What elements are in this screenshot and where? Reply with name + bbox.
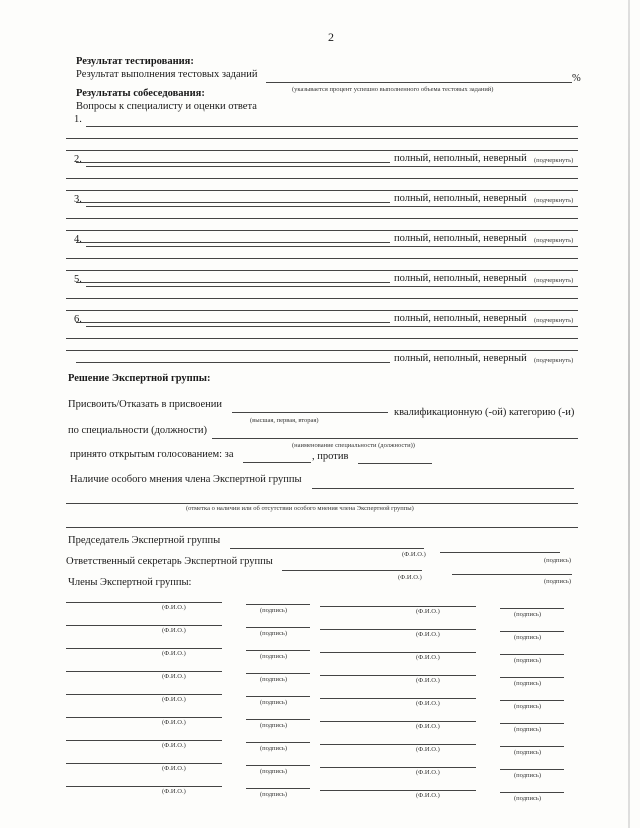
member-fio-hint: (Ф.И.О.) (162, 696, 186, 703)
question-extra-line[interactable] (76, 322, 390, 323)
member-sign-line[interactable] (500, 746, 564, 747)
member-fio-line[interactable] (320, 629, 476, 630)
grade-hint: (подчеркнуть) (534, 157, 574, 164)
question-answer-line[interactable] (86, 326, 578, 327)
member-fio-line[interactable] (320, 675, 476, 676)
question-extra-line[interactable] (76, 162, 390, 163)
category-line[interactable] (232, 412, 388, 413)
assign-label: Присвоить/Отказать в присвоении (68, 399, 222, 410)
member-sign-line[interactable] (500, 608, 564, 609)
question-answer-line[interactable] (66, 218, 578, 219)
interview-subheading: Вопросы к специалисту и оценки ответа (76, 101, 257, 112)
question-number: 5. (74, 274, 82, 285)
chair-fio-line[interactable] (230, 548, 424, 549)
member-fio-line[interactable] (320, 744, 476, 745)
grade-hint: (подчеркнуть) (534, 237, 574, 244)
question-extra-line[interactable] (76, 202, 390, 203)
member-fio-hint: (Ф.И.О.) (416, 654, 440, 661)
member-fio-hint: (Ф.И.О.) (416, 608, 440, 615)
secretary-sign-line[interactable] (452, 574, 572, 575)
member-fio-hint: (Ф.И.О.) (416, 746, 440, 753)
vote-for-line[interactable] (243, 462, 311, 463)
member-sign-line[interactable] (500, 723, 564, 724)
category-hint: (высшая, первая, вторая) (250, 417, 319, 424)
member-fio-hint: (Ф.И.О.) (162, 650, 186, 657)
question-number: 4. (74, 234, 82, 245)
opinion-label: Наличие особого мнения члена Экспертной группы (70, 474, 302, 485)
question-extra-line[interactable] (76, 362, 390, 363)
member-sign-hint: (подпись) (260, 630, 287, 637)
grade-options[interactable]: полный, неполный, неверный (394, 353, 527, 364)
grade-options[interactable]: полный, неполный, неверный (394, 193, 527, 204)
member-sign-hint: (подпись) (514, 726, 541, 733)
vote-label: принято открытым голосованием: за (70, 449, 234, 460)
grade-hint: (подчеркнуть) (534, 197, 574, 204)
testing-heading: Результат тестирования: (76, 56, 194, 67)
member-sign-line[interactable] (246, 627, 310, 628)
grade-hint: (подчеркнуть) (534, 317, 574, 324)
question-answer-line[interactable] (66, 258, 578, 259)
grade-options[interactable]: полный, неполный, неверный (394, 153, 527, 164)
chair-label: Председатель Экспертной группы (68, 535, 221, 546)
member-sign-line[interactable] (500, 654, 564, 655)
page-number: 2 (328, 30, 334, 44)
member-sign-line[interactable] (246, 719, 310, 720)
question-answer-line[interactable] (86, 126, 578, 127)
member-fio-line[interactable] (320, 652, 476, 653)
member-sign-hint: (подпись) (260, 791, 287, 798)
member-sign-line[interactable] (246, 788, 310, 789)
decision-heading: Решение Экспертной группы: (68, 373, 211, 384)
question-number: 3. (74, 194, 82, 205)
grade-options[interactable]: полный, неполный, неверный (394, 233, 527, 244)
secretary-sign-hint: (подпись) (544, 578, 571, 585)
member-fio-line[interactable] (66, 648, 222, 649)
member-sign-hint: (подпись) (260, 745, 287, 752)
question-answer-line[interactable] (86, 206, 578, 207)
member-fio-line[interactable] (320, 606, 476, 607)
secretary-fio-line[interactable] (282, 570, 422, 571)
question-answer-line[interactable] (66, 310, 578, 311)
member-fio-hint: (Ф.И.О.) (416, 631, 440, 638)
member-fio-line[interactable] (320, 721, 476, 722)
members-label: Члены Экспертной группы: (68, 577, 192, 588)
member-fio-line[interactable] (66, 602, 222, 603)
member-sign-hint: (подпись) (260, 768, 287, 775)
member-fio-hint: (Ф.И.О.) (416, 723, 440, 730)
member-fio-hint: (Ф.И.О.) (162, 719, 186, 726)
member-fio-line[interactable] (66, 786, 222, 787)
member-sign-hint: (подпись) (260, 722, 287, 729)
question-answer-line[interactable] (66, 190, 578, 191)
member-sign-hint: (подпись) (514, 611, 541, 618)
secretary-fio-hint: (Ф.И.О.) (398, 574, 422, 581)
member-sign-hint: (подпись) (514, 634, 541, 641)
question-answer-line[interactable] (66, 298, 578, 299)
member-fio-hint: (Ф.И.О.) (416, 700, 440, 707)
secretary-label: Ответственный секретарь Экспертной группы (66, 556, 273, 567)
question-extra-line[interactable] (76, 242, 390, 243)
member-fio-line[interactable] (66, 717, 222, 718)
member-sign-hint: (подпись) (514, 657, 541, 664)
question-answer-line[interactable] (66, 138, 578, 139)
testing-percent: % (572, 73, 581, 84)
opinion-line-1[interactable] (312, 488, 574, 489)
member-sign-line[interactable] (246, 673, 310, 674)
chair-sign-line[interactable] (440, 552, 560, 553)
member-sign-line[interactable] (246, 650, 310, 651)
opinion-line-3[interactable] (66, 527, 578, 528)
member-sign-hint: (подпись) (514, 703, 541, 710)
question-answer-line[interactable] (66, 270, 578, 271)
chair-sign-hint: (подпись) (544, 557, 571, 564)
grade-options[interactable]: полный, неполный, неверный (394, 273, 527, 284)
opinion-hint: (отметка о наличии или об отсутствии особого мнения члена Экспертной группы) (186, 505, 414, 512)
grade-hint: (подчеркнуть) (534, 357, 574, 364)
testing-hint: (указывается процент успешно выполненного объема тестовых заданий) (292, 86, 494, 93)
question-answer-line[interactable] (86, 166, 578, 167)
member-fio-line[interactable] (320, 767, 476, 768)
category-text: квалификационную (-ой) категорию (-и) (394, 407, 575, 418)
member-fio-line[interactable] (320, 698, 476, 699)
member-sign-hint: (подпись) (260, 653, 287, 660)
question-extra-line[interactable] (76, 282, 390, 283)
member-sign-line[interactable] (246, 742, 310, 743)
member-fio-line[interactable] (66, 740, 222, 741)
member-fio-hint: (Ф.И.О.) (416, 677, 440, 684)
grade-options[interactable]: полный, неполный, неверный (394, 313, 527, 324)
vote-against-line[interactable] (358, 463, 432, 464)
member-fio-hint: (Ф.И.О.) (162, 742, 186, 749)
member-sign-line[interactable] (500, 769, 564, 770)
question-answer-line[interactable] (86, 246, 578, 247)
member-fio-line[interactable] (66, 671, 222, 672)
member-fio-hint: (Ф.И.О.) (162, 788, 186, 795)
specialty-hint: (наименование специальности (должности)) (292, 442, 415, 449)
member-sign-line[interactable] (500, 631, 564, 632)
question-answer-line[interactable] (66, 350, 578, 351)
member-sign-line[interactable] (500, 792, 564, 793)
member-sign-line[interactable] (500, 700, 564, 701)
question-number: 1. (74, 114, 82, 125)
member-sign-line[interactable] (246, 696, 310, 697)
member-fio-hint: (Ф.И.О.) (162, 627, 186, 634)
member-sign-line[interactable] (246, 765, 310, 766)
question-answer-line[interactable] (66, 338, 578, 339)
grade-hint: (подчеркнуть) (534, 277, 574, 284)
member-sign-hint: (подпись) (514, 749, 541, 756)
member-fio-hint: (Ф.И.О.) (416, 769, 440, 776)
member-sign-hint: (подпись) (514, 772, 541, 779)
question-answer-line[interactable] (66, 230, 578, 231)
question-answer-line[interactable] (66, 178, 578, 179)
member-sign-hint: (подпись) (514, 680, 541, 687)
member-fio-hint: (Ф.И.О.) (416, 792, 440, 799)
question-number: 2. (74, 154, 82, 165)
question-answer-line[interactable] (86, 286, 578, 287)
scan-edge (628, 0, 630, 828)
vote-against-label: , против (312, 451, 349, 462)
testing-label: Результат выполнения тестовых заданий (76, 69, 258, 80)
member-fio-line[interactable] (66, 763, 222, 764)
interview-heading: Результаты собеседования: (76, 88, 205, 99)
member-fio-hint: (Ф.И.О.) (162, 765, 186, 772)
member-sign-hint: (подпись) (260, 607, 287, 614)
question-number: 6. (74, 314, 82, 325)
member-sign-line[interactable] (246, 604, 310, 605)
member-fio-line[interactable] (320, 790, 476, 791)
member-fio-hint: (Ф.И.О.) (162, 604, 186, 611)
opinion-line-2[interactable] (66, 503, 578, 504)
specialty-label: по специальности (должности) (68, 425, 208, 436)
member-fio-line[interactable] (66, 625, 222, 626)
testing-result-line[interactable] (266, 82, 572, 83)
member-sign-line[interactable] (500, 677, 564, 678)
member-sign-hint: (подпись) (260, 676, 287, 683)
member-fio-hint: (Ф.И.О.) (162, 673, 186, 680)
member-sign-hint: (подпись) (260, 699, 287, 706)
member-sign-hint: (подпись) (514, 795, 541, 802)
specialty-line[interactable] (212, 438, 578, 439)
chair-fio-hint: (Ф.И.О.) (402, 551, 426, 558)
question-answer-line[interactable] (66, 150, 578, 151)
member-fio-line[interactable] (66, 694, 222, 695)
